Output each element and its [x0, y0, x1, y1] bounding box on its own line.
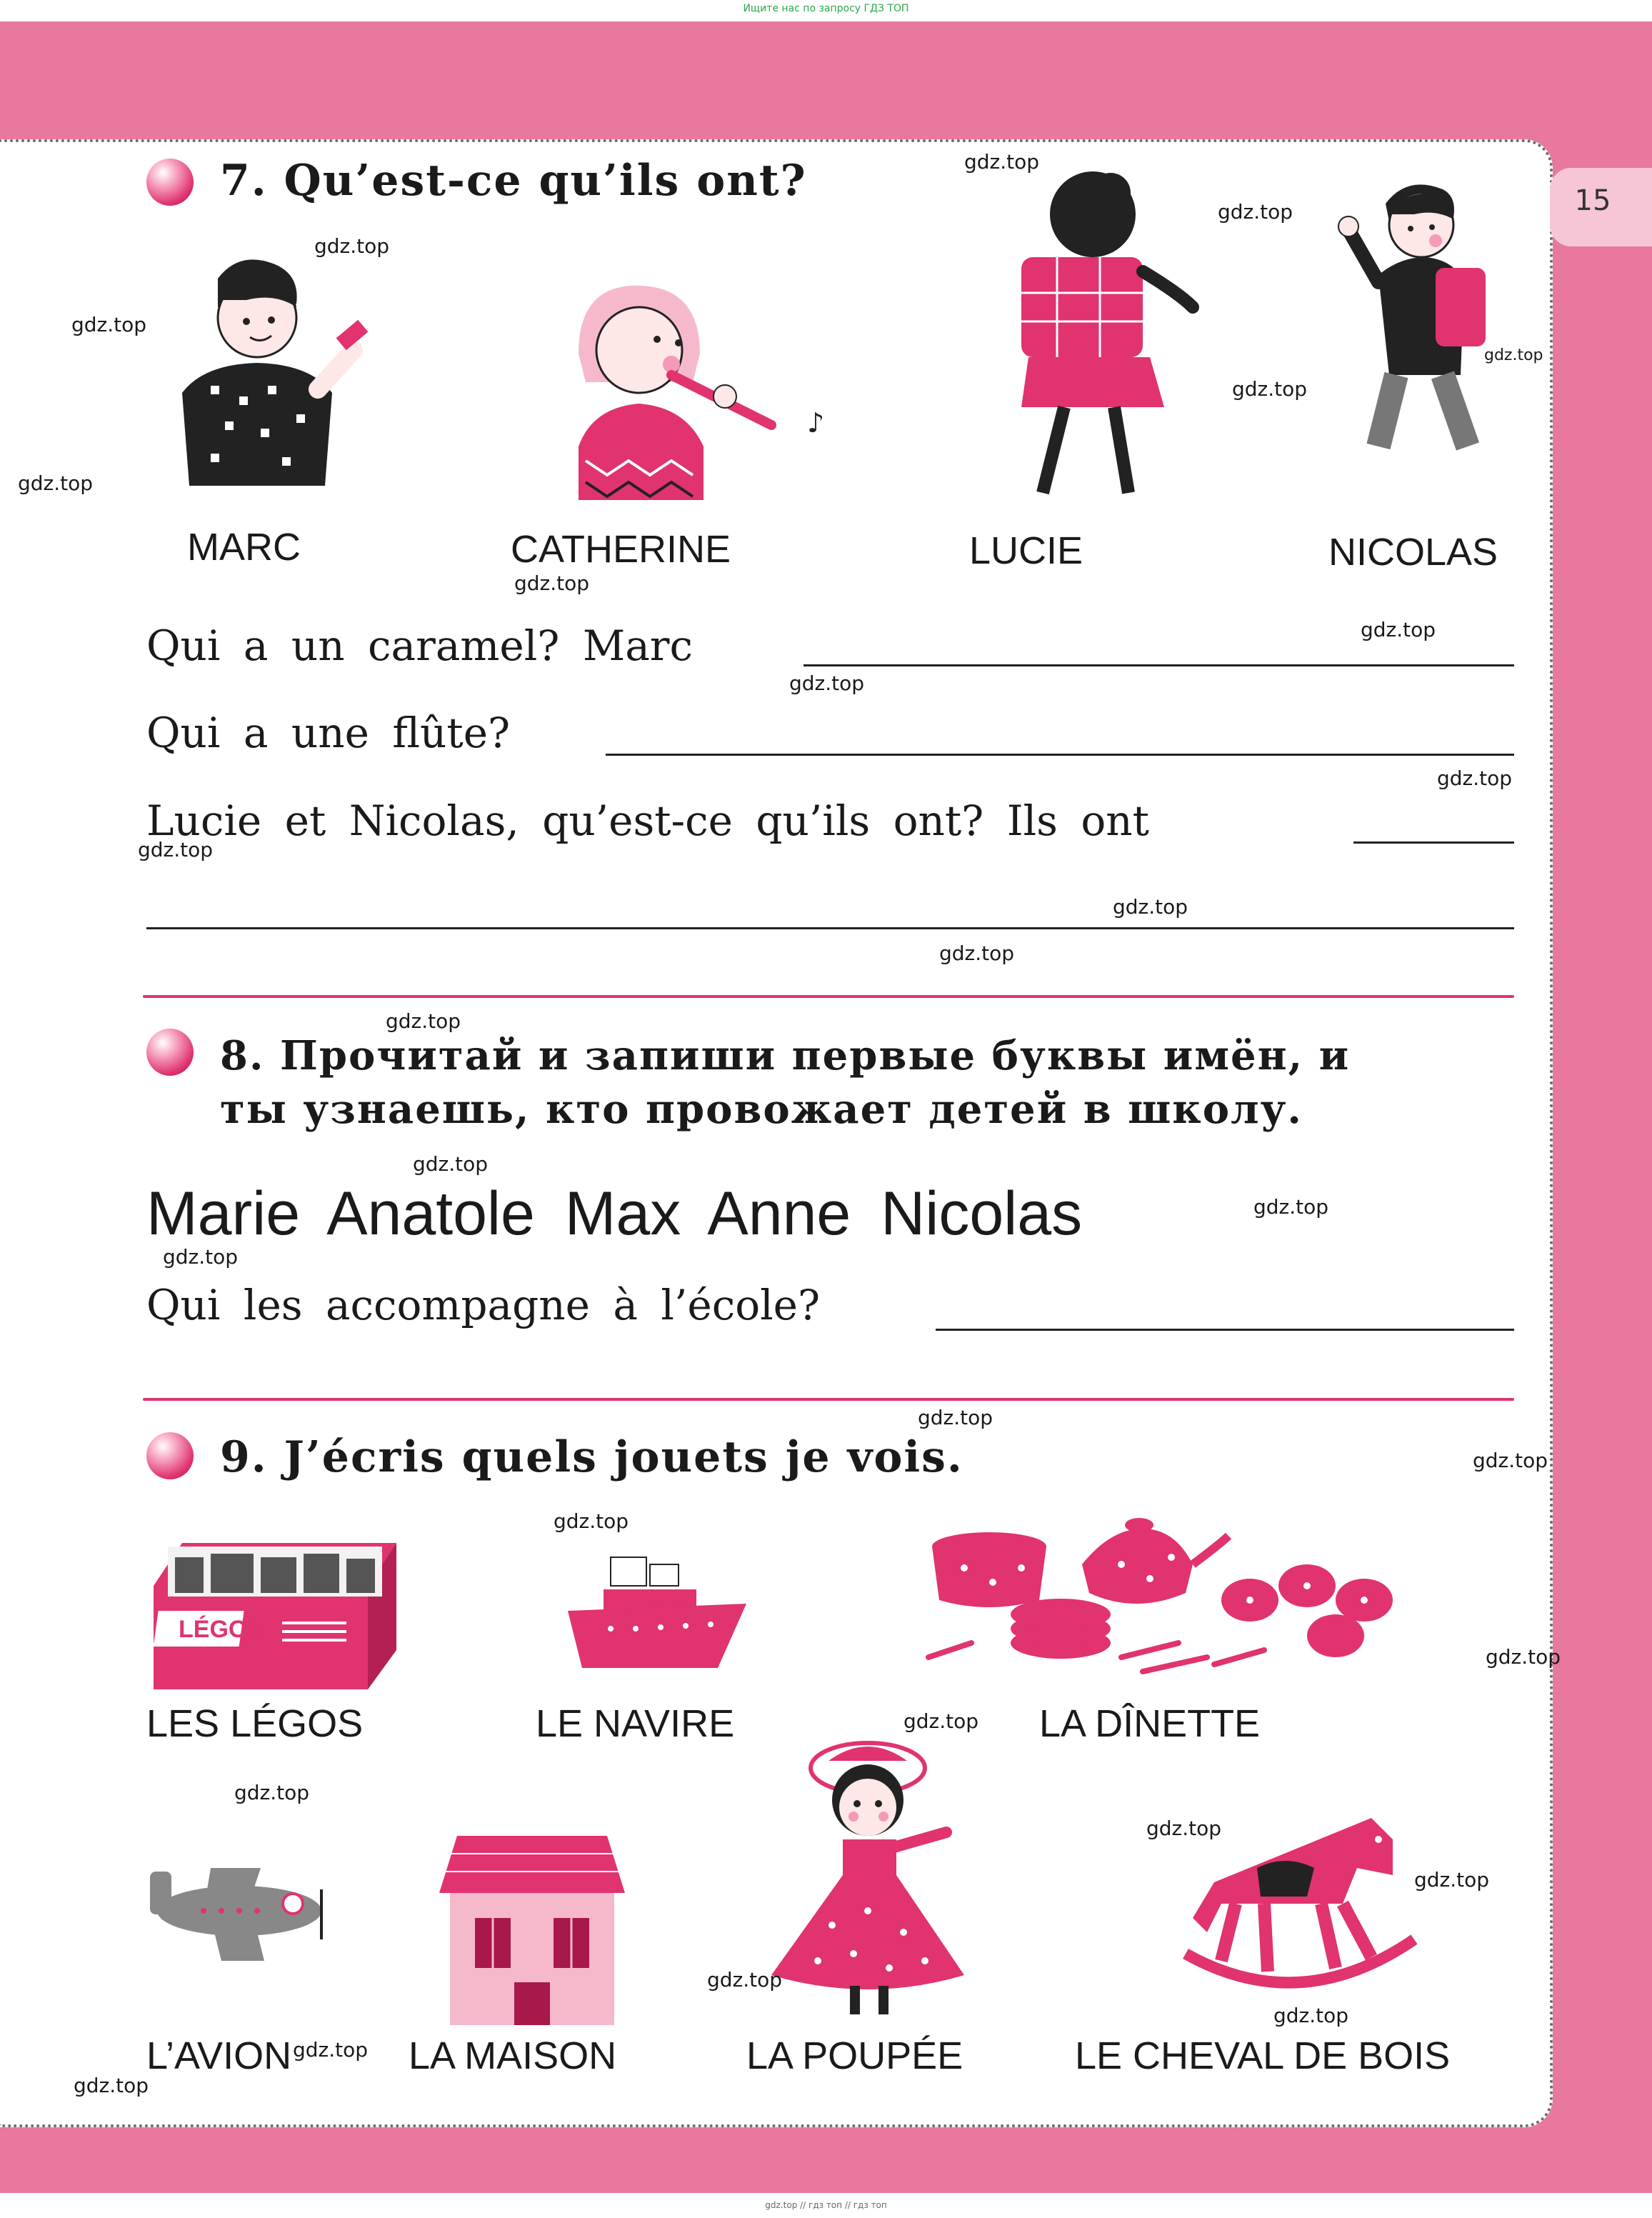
- toy-label-dinette: LA DÎNETTE: [1039, 1702, 1261, 1745]
- section-divider-2: [143, 1398, 1514, 1401]
- watermark: gdz.top: [1218, 200, 1293, 224]
- watermark: gdz.top: [1437, 766, 1513, 790]
- exercise-9-bullet: [146, 1432, 194, 1479]
- watermark: gdz.top: [234, 1781, 310, 1804]
- legos-box-illustration: [154, 1543, 396, 1693]
- watermark: gdz.top: [1253, 1195, 1329, 1219]
- watermark: gdz.top: [1473, 1449, 1548, 1472]
- toy-label-cheval: LE CHEVAL DE BOIS: [1075, 2034, 1451, 2077]
- question-lucie-nicolas: Lucie et Nicolas, qu’est-ce qu’ils ont? Ils ont: [146, 796, 1149, 845]
- watermark: gdz.top: [138, 838, 214, 861]
- legos-box-label: LÉGOS: [179, 1616, 264, 1643]
- exercise-9-heading: 9. J’écris quels jouets je vois.: [220, 1432, 963, 1482]
- watermark: gdz.top: [1146, 1817, 1222, 1840]
- watermark: gdz.top: [74, 2074, 149, 2097]
- watermark: gdz.top: [918, 1406, 993, 1429]
- watermark: gdz.top: [1361, 618, 1436, 641]
- toy-label-legos: LES LÉGOS: [146, 1702, 364, 1745]
- watermark: gdz.top: [707, 1968, 783, 1992]
- exercise-8-heading-line1: 8. Прочитай и запиши первые буквы имён, и: [220, 1032, 1351, 1079]
- watermark: gdz.top: [1232, 377, 1308, 401]
- watermark: gdz.top: [413, 1152, 489, 1176]
- answer-line-caramel[interactable]: [804, 664, 1514, 666]
- answer-line-ils-ont[interactable]: [1353, 841, 1514, 844]
- doll-illustration: [761, 1732, 982, 2018]
- watermark: gdz.top: [1486, 1645, 1561, 1669]
- ship-illustration: [568, 1547, 746, 1675]
- watermark: gdz.top: [314, 234, 390, 258]
- watermark: gdz.top: [903, 1709, 979, 1733]
- watermark: gdz.top: [554, 1509, 629, 1533]
- section-divider-1: [143, 995, 1514, 998]
- house-illustration: [436, 1829, 629, 2029]
- name-label-nicolas: NICOLAS: [1328, 531, 1498, 574]
- watermark: gdz.top: [1484, 346, 1543, 364]
- watermark: gdz.top: [964, 150, 1040, 174]
- name-label-lucie: LUCIE: [969, 529, 1083, 572]
- question-flute: Qui a une flûte?: [146, 709, 511, 757]
- nicolas-illustration: [1336, 175, 1500, 461]
- answer-line-ecole[interactable]: [936, 1329, 1514, 1331]
- exercise-8-bullet: [146, 1029, 194, 1076]
- answer-line-flute[interactable]: [606, 754, 1514, 756]
- toy-label-avion: L’AVION: [146, 2034, 292, 2077]
- watermark: gdz.top: [18, 471, 94, 495]
- bottom-note: gdz.top // гдз топ // гдз топ: [765, 2200, 887, 2210]
- name-label-catherine: CATHERINE: [511, 528, 731, 571]
- name-label-marc: MARC: [187, 526, 301, 569]
- watermark: gdz.top: [1113, 895, 1188, 919]
- watermark: gdz.top: [293, 2038, 369, 2062]
- watermark: gdz.top: [163, 1245, 239, 1269]
- watermark: gdz.top: [939, 941, 1015, 965]
- catherine-illustration: [564, 282, 850, 504]
- question-ecole: Qui les accompagne à l’école?: [146, 1281, 821, 1329]
- dinette-illustration: [907, 1514, 1407, 1679]
- page-number: 15: [1574, 184, 1611, 217]
- exercise-7-heading: 7. Qu’est-ce qu’ils ont?: [220, 156, 807, 206]
- exercise-8-heading-line2: ты узнаешь, кто провожает детей в школу.: [220, 1086, 1303, 1133]
- toy-label-maison: LA MAISON: [409, 2034, 617, 2077]
- top-note: Ищите нас по запросу ГДЗ ТОП: [743, 3, 909, 14]
- lucie-illustration: [986, 171, 1200, 500]
- toy-label-poupee: LA POUPÉE: [746, 2034, 963, 2077]
- airplane-illustration: [139, 1861, 325, 1968]
- question-caramel: Qui a un caramel? Marc: [146, 621, 693, 670]
- watermark: gdz.top: [514, 571, 590, 595]
- exercise-7-bullet: [146, 159, 194, 206]
- watermark: gdz.top: [386, 1009, 461, 1033]
- watermark: gdz.top: [789, 671, 865, 695]
- toy-label-navire: LE NAVIRE: [536, 1702, 735, 1745]
- names-sequence: Marie Anatole Max Anne Nicolas: [146, 1179, 1083, 1248]
- watermark: gdz.top: [1414, 1868, 1490, 1892]
- watermark: gdz.top: [1273, 2004, 1349, 2027]
- svg-text:♪: ♪: [807, 407, 825, 439]
- watermark: gdz.top: [71, 313, 147, 336]
- answer-line-ils-ont-2[interactable]: [146, 927, 1514, 929]
- marc-illustration: [161, 250, 368, 521]
